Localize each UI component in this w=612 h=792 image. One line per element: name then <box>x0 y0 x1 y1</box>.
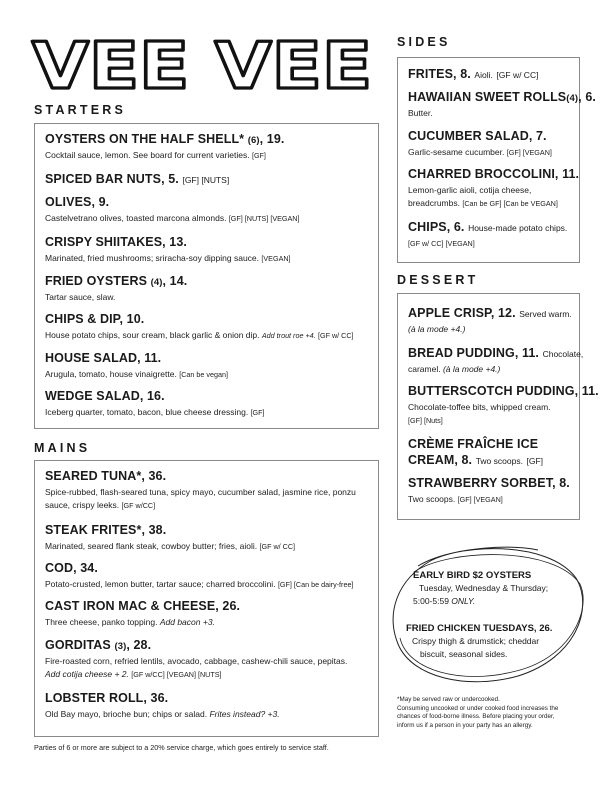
menu-item: SPICED BAR NUTS, 5. [GF] [NUTS] <box>45 172 230 186</box>
menu-item: HAWAIIAN SWEET ROLLS(4), 6. Butter. <box>408 90 596 118</box>
menu-item: BUTTERSCOTCH PUDDING, 11. Chocolate-toffee bits, whipped cream. [GF] [Nuts] <box>408 384 599 425</box>
specials-ellipse <box>388 538 588 688</box>
menu-item: CHIPS & DIP, 10. House potato chips, sour cream, black garlic & onion dip. Add trout roe +4. [GF w/ CC] <box>45 312 354 340</box>
menu-item: BREAD PUDDING, 11. Chocolate, caramel. (à la mode +4.) <box>408 346 584 374</box>
sides-box <box>397 57 596 263</box>
menu-item: FRITES, 8. Aioli. [GF w/ CC] <box>408 67 539 81</box>
menu-item: CRÈME FRAÎCHE ICE CREAM, 8. Two scoops. [GF] <box>408 437 544 467</box>
menu-item: WEDGE SALAD, 16. Iceberg quarter, tomato, bacon, blue cheese dressing. [GF] <box>45 389 265 417</box>
disclaimer-line: Consuming uncooked or under cooked food increases the <box>397 704 559 712</box>
menu-item: HOUSE SALAD, 11. Arugula, tomato, house vinaigrette. [Can be vegan] <box>45 351 228 379</box>
service-charge-note: Parties of 6 or more are subject to a 20% service charge, which goes entirely to service staff. <box>34 743 329 752</box>
menu-item: CHIPS, 6. House-made potato chips. [GF w/ CC] [VEGAN] <box>408 220 568 248</box>
fried-chicken-special <box>406 622 586 661</box>
early-bird-special <box>413 569 583 608</box>
menu-item: SEARED TUNA*, 36. Spice-rubbed, flash-seared tuna, spicy mayo, cucumber salad, jasmine rice, ponzu sauce, crispy leeks. [GF w/CC] <box>45 469 356 510</box>
fried-chicken-title: FRIED CHICKEN TUESDAYS, 26. <box>406 623 553 634</box>
menu-item: APPLE CRISP, 12. Served warm. (à la mode +4.) <box>408 306 572 334</box>
section-title-sides: SIDES <box>397 35 451 49</box>
disclaimer-line: *May be served raw or undercooked. <box>397 696 500 703</box>
section-title-starters: STARTERS <box>34 103 127 117</box>
disclaimer-line: chances of food-borne illness. Before placing your order, <box>397 713 555 720</box>
section-title-dessert: DESSERT <box>397 273 479 287</box>
menu-item: COD, 34. Potato-crusted, lemon butter, tartar sauce; charred broccolini. [GF] [Can be dairy-free] <box>45 561 354 589</box>
menu-item: OLIVES, 9. Castelvetrano olives, toasted marcona almonds. [GF] [NUTS] [VEGAN] <box>45 195 300 223</box>
fried-chicken-desc-1: Crispy thigh & drumstick; cheddar <box>412 636 540 646</box>
disclaimer-line: inform us if a person in your party has an allergy. <box>397 721 533 729</box>
menu-item: CAST IRON MAC & CHEESE, 26. Three cheese, panko topping. Add bacon +3. <box>45 599 241 627</box>
dessert-box <box>397 293 599 520</box>
menu-item: CHARRED BROCCOLINI, 11. Lemon-garlic aioli, cotija cheese, breadcrumbs. [Can be GF] [Can be VEGAN] <box>408 167 580 208</box>
menu-item: GORDITAS (3), 28. Fire-roasted corn, refried lentils, avocado, cabbage, cashew-chili sauce, pepitas. Add cotija cheese + 2. [GF w/CC] [VEGAN] [NUTS] <box>45 638 348 679</box>
fried-chicken-desc-2: biscuit, seasonal sides. <box>420 649 508 659</box>
starters-box <box>34 123 379 429</box>
restaurant-logo <box>30 28 380 98</box>
menu-item: STRAWBERRY SORBET, 8. Two scoops. [GF] [VEGAN] <box>408 476 570 504</box>
menu-item: CUCUMBER SALAD, 7. Garlic-sesame cucumber. [GF] [VEGAN] <box>408 129 552 157</box>
menu-item: OYSTERS ON THE HALF SHELL* (6), 19. Cocktail sauce, lemon. See board for current varieties. [GF] <box>45 132 285 160</box>
early-bird-hours: 5:00-5:59 ONLY. <box>413 596 476 606</box>
menu-item: FRIED OYSTERS (4), 14. Tartar sauce, slaw. <box>45 274 188 302</box>
early-bird-days: Tuesday, Wednesday & Thursday; <box>419 583 549 593</box>
menu-item: CRISPY SHIITAKES, 13. Marinated, fried mushrooms; sriracha-soy dipping sauce. [VEGAN] <box>45 235 291 263</box>
early-bird-title: EARLY BIRD $2 OYSTERS <box>413 570 532 581</box>
menu-item: STEAK FRITES*, 38. Marinated, seared flank steak, cowboy butter; fries, aioli. [GF w/ CC] <box>45 523 296 551</box>
raw-food-disclaimer <box>397 696 587 730</box>
menu-item: LOBSTER ROLL, 36. Old Bay mayo, brioche bun; chips or salad. Frites instead? +3. <box>45 691 280 719</box>
section-title-mains: MAINS <box>34 441 91 455</box>
mains-box <box>34 460 379 737</box>
logo-text: VEE VEE <box>32 30 372 98</box>
